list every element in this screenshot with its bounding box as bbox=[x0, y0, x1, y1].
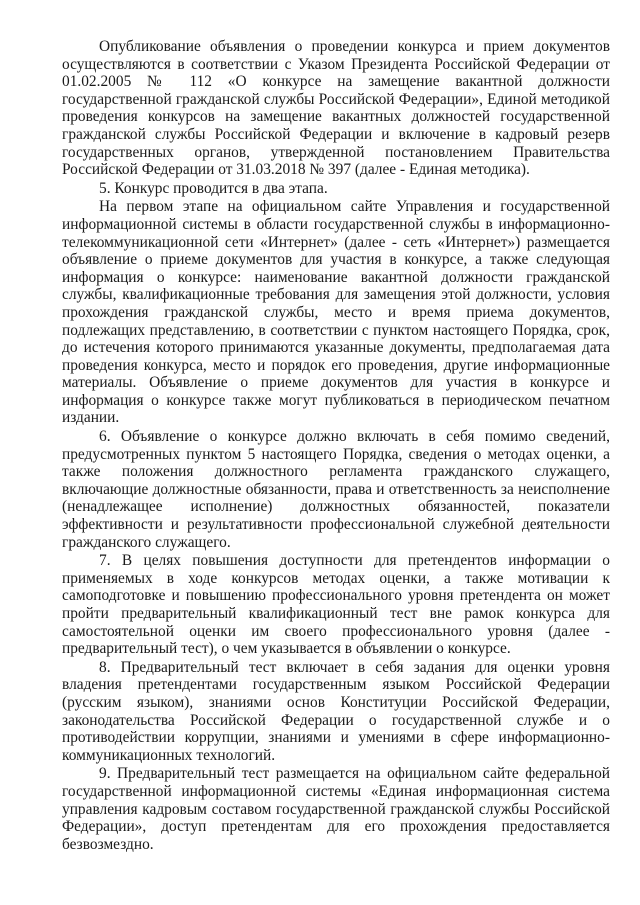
paragraph-item-8: 8. Предварительный тест включает в себя задания для оценки уровня владения претендентами государственным языком Российской Федерации (русским языком), знаниями основ Конституции Российской Федерации, законодательства Российской Федерации о государственной службе и о противодействии коррупции, знаниями и умениями в сфере информационно-коммуникационных технологий. bbox=[62, 658, 610, 764]
paragraph-item-7: 7. В целях повышения доступности для претендентов информации о применяемых в ходе конкурсов методах оценки, а также мотивации к самоподготовке и повышению профессионального уровня претендента он может пройти предварительный квалификационный тест вне рамок конкурса для самостоятельной оценки им своего профессионального уровня (далее - предварительный тест), о чем указывается в объявлении о конкурсе. bbox=[62, 552, 610, 658]
paragraph-item-9: 9. Предварительный тест размещается на официальном сайте федеральной государственной информационной системы «Единая информационная система управления кадровым составом государственной гражданской службы Российской Федерации», доступ претендентам для его прохождения предоставляется безвозмездно. bbox=[62, 765, 610, 853]
paragraph-publication: Опубликование объявления о проведении конкурса и прием документов осуществляются в соответствии с Указом Президента Российской Федерации от 01.02.2005 № 112 «О конкурсе на замещение вакантной должности государственной гражданской службы Российской Федерации», Единой методикой проведения конкурсов на замещение вакантных должностей государственной гражданской службы Российской Федерации и включение в кадровый резерв государственных органов, утвержденной постановлением Правительства Российской Федерации от 31.03.2018 № 397 (далее - Единая методика). bbox=[62, 38, 610, 179]
paragraph-item-6: 6. Объявление о конкурсе должно включать в себя помимо сведений, предусмотренных пунктом 5 настоящего Порядка, сведения о методах оценки, а также положения должностного регламента гражданского служащего, включающие должностные обязанности, права и ответственность за неисполнение (ненадлежащее исполнение) должностных обязанностей, показатели эффективности и результативности профессиональной служебной деятельности гражданского служащего. bbox=[62, 428, 610, 551]
document-page bbox=[62, 38, 610, 853]
paragraph-item-5: 5. Конкурс проводится в два этапа. bbox=[99, 179, 328, 197]
paragraph-first-stage: На первом этапе на официальном сайте Управления и государственной информационной системы в области государственной службы в информационно-телекоммуникационной сети «Интернет» (далее - сеть «Интернет») размещается объявление о приеме документов для участия в конкурсе, а также следующая информация о конкурсе: наименование вакантной должности гражданской службы, квалификационные требования для замещения этой должности, условия прохождения гражданской службы, место и время приема документов, подлежащих представлению, в соответствии с пунктом настоящего Порядка, срок, до истечения которого принимаются указанные документы, предполагаемая дата проведения конкурса, место и порядок его проведения, другие информационные материалы. Объявление о приеме документов для участия в конкурсе и информация о конкурсе также могут публиковаться в периодическом печатном издании. bbox=[62, 198, 610, 427]
